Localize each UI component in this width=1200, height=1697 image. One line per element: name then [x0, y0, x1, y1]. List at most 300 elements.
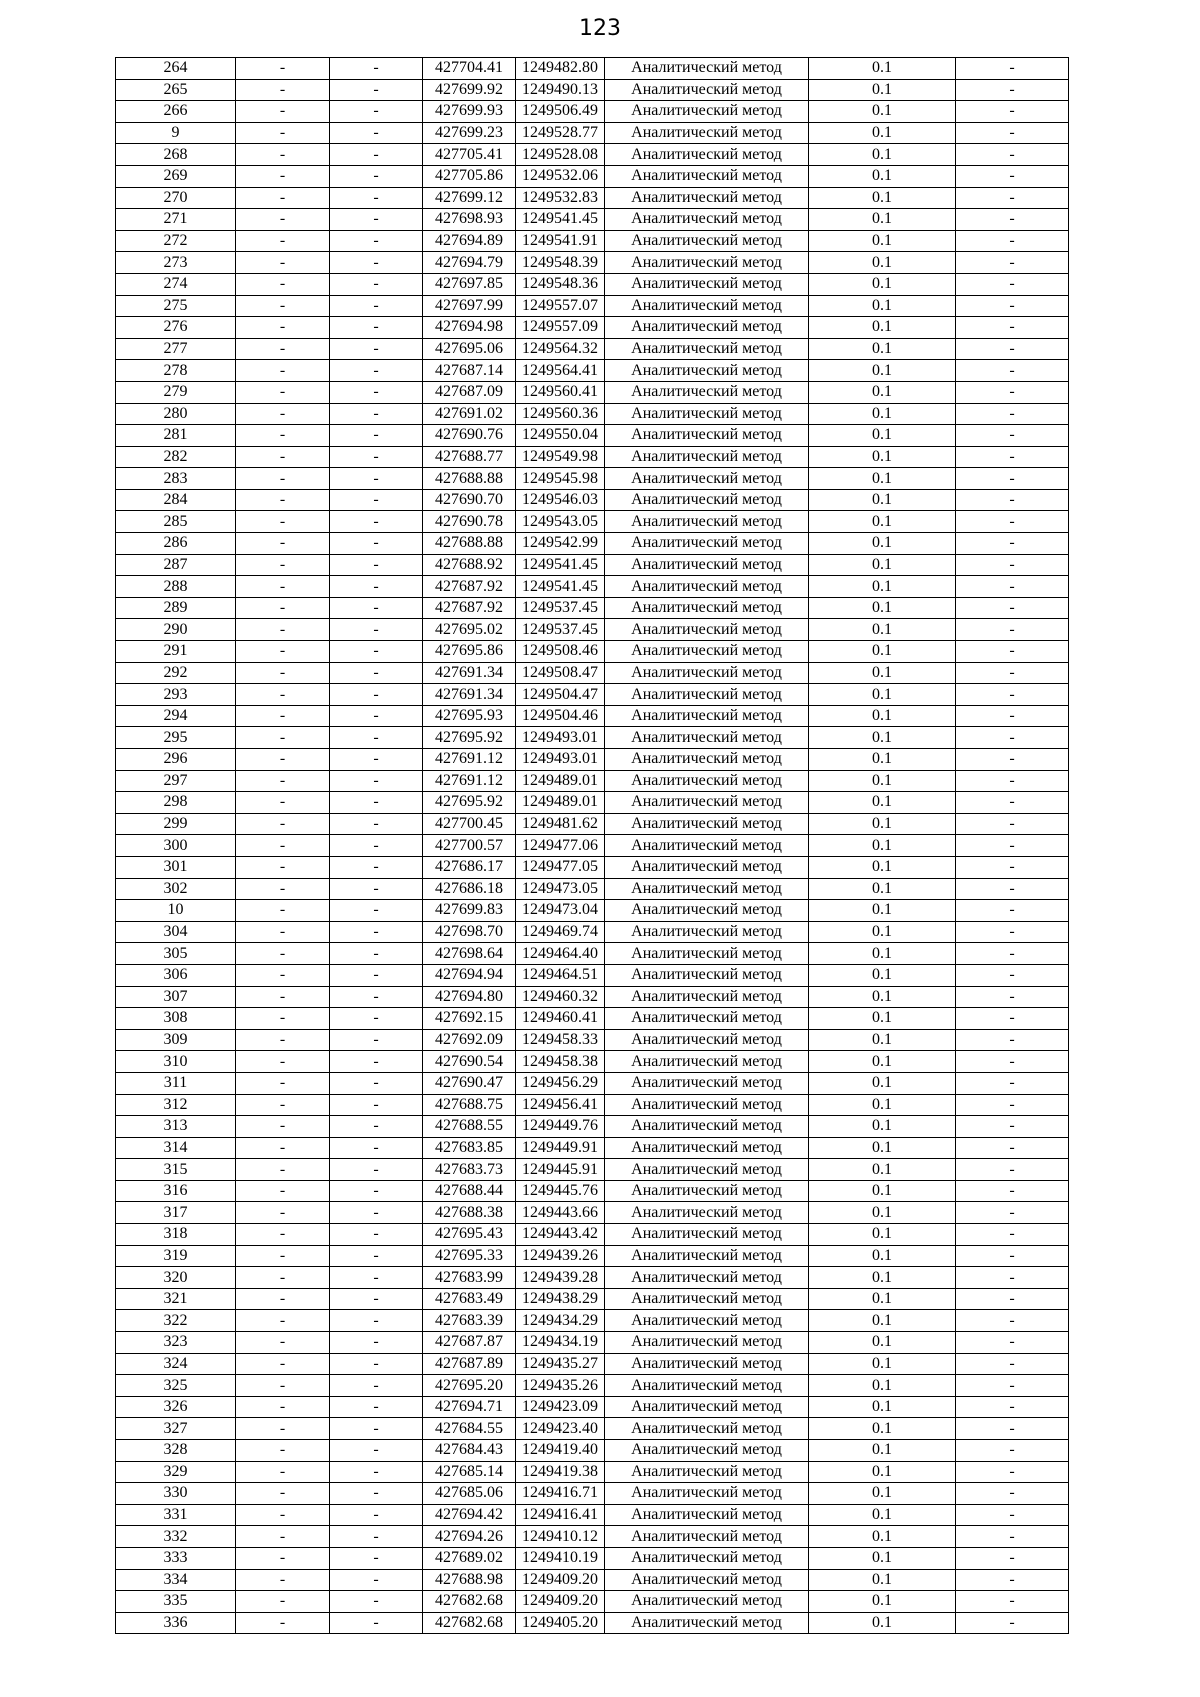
- col3-cell: -: [330, 1137, 423, 1159]
- col3-cell: -: [330, 597, 423, 619]
- table-row: [116, 1116, 1069, 1138]
- col2-cell: -: [236, 338, 330, 360]
- col8-cell: -: [956, 1008, 1069, 1030]
- method-cell: Аналитический метод: [605, 101, 809, 123]
- accuracy-cell: 0.1: [809, 381, 956, 403]
- method-cell: Аналитический метод: [605, 597, 809, 619]
- x-coordinate-cell: 427691.12: [423, 749, 516, 771]
- method-cell: Аналитический метод: [605, 1526, 809, 1548]
- col8-cell: -: [956, 1396, 1069, 1418]
- col2-cell: -: [236, 770, 330, 792]
- col8-cell: -: [956, 144, 1069, 166]
- col2-cell: -: [236, 1072, 330, 1094]
- point-number-cell: 277: [116, 338, 236, 360]
- point-number-cell: 292: [116, 662, 236, 684]
- x-coordinate-cell: 427704.41: [423, 58, 516, 80]
- method-cell: Аналитический метод: [605, 1396, 809, 1418]
- point-number-cell: 325: [116, 1375, 236, 1397]
- col2-cell: -: [236, 1396, 330, 1418]
- accuracy-cell: 0.1: [809, 1569, 956, 1591]
- col3-cell: -: [330, 900, 423, 922]
- y-coordinate-cell: 1249532.06: [516, 165, 605, 187]
- col3-cell: -: [330, 1353, 423, 1375]
- accuracy-cell: 0.1: [809, 1396, 956, 1418]
- y-coordinate-cell: 1249560.41: [516, 381, 605, 403]
- table-row: [116, 511, 1069, 533]
- accuracy-cell: 0.1: [809, 1483, 956, 1505]
- col3-cell: -: [330, 1483, 423, 1505]
- col8-cell: -: [956, 122, 1069, 144]
- y-coordinate-cell: 1249541.45: [516, 576, 605, 598]
- col8-cell: -: [956, 187, 1069, 209]
- x-coordinate-cell: 427690.47: [423, 1072, 516, 1094]
- accuracy-cell: 0.1: [809, 749, 956, 771]
- table-row: [116, 856, 1069, 878]
- y-coordinate-cell: 1249493.01: [516, 749, 605, 771]
- col2-cell: -: [236, 1547, 330, 1569]
- point-number-cell: 283: [116, 468, 236, 490]
- y-coordinate-cell: 1249449.91: [516, 1137, 605, 1159]
- x-coordinate-cell: 427705.41: [423, 144, 516, 166]
- col2-cell: -: [236, 576, 330, 598]
- col2-cell: -: [236, 1288, 330, 1310]
- col2-cell: -: [236, 252, 330, 274]
- col8-cell: -: [956, 813, 1069, 835]
- method-cell: Аналитический метод: [605, 338, 809, 360]
- col2-cell: -: [236, 209, 330, 231]
- x-coordinate-cell: 427697.85: [423, 273, 516, 295]
- col3-cell: -: [330, 964, 423, 986]
- col8-cell: -: [956, 1202, 1069, 1224]
- accuracy-cell: 0.1: [809, 727, 956, 749]
- col3-cell: -: [330, 1547, 423, 1569]
- point-number-cell: 315: [116, 1159, 236, 1181]
- method-cell: Аналитический метод: [605, 943, 809, 965]
- col3-cell: -: [330, 1375, 423, 1397]
- point-number-cell: 323: [116, 1332, 236, 1354]
- point-number-cell: 329: [116, 1461, 236, 1483]
- table-row: [116, 1180, 1069, 1202]
- accuracy-cell: 0.1: [809, 1612, 956, 1634]
- point-number-cell: 314: [116, 1137, 236, 1159]
- table-row: [116, 273, 1069, 295]
- col8-cell: -: [956, 641, 1069, 663]
- x-coordinate-cell: 427688.44: [423, 1180, 516, 1202]
- y-coordinate-cell: 1249464.40: [516, 943, 605, 965]
- col2-cell: -: [236, 1245, 330, 1267]
- col3-cell: -: [330, 1461, 423, 1483]
- accuracy-cell: 0.1: [809, 533, 956, 555]
- col2-cell: -: [236, 1332, 330, 1354]
- col2-cell: -: [236, 381, 330, 403]
- y-coordinate-cell: 1249456.29: [516, 1072, 605, 1094]
- table-row: [116, 1159, 1069, 1181]
- x-coordinate-cell: 427683.73: [423, 1159, 516, 1181]
- method-cell: Аналитический метод: [605, 1116, 809, 1138]
- method-cell: Аналитический метод: [605, 813, 809, 835]
- point-number-cell: 271: [116, 209, 236, 231]
- point-number-cell: 336: [116, 1612, 236, 1634]
- table-row: [116, 58, 1069, 80]
- table-row: [116, 533, 1069, 555]
- x-coordinate-cell: 427683.85: [423, 1137, 516, 1159]
- accuracy-cell: 0.1: [809, 1504, 956, 1526]
- y-coordinate-cell: 1249439.26: [516, 1245, 605, 1267]
- table-row: [116, 878, 1069, 900]
- col8-cell: -: [956, 79, 1069, 101]
- col2-cell: -: [236, 1224, 330, 1246]
- col2-cell: -: [236, 58, 330, 80]
- point-number-cell: 285: [116, 511, 236, 533]
- col8-cell: -: [956, 792, 1069, 814]
- method-cell: Аналитический метод: [605, 1008, 809, 1030]
- col3-cell: -: [330, 943, 423, 965]
- col3-cell: -: [330, 662, 423, 684]
- accuracy-cell: 0.1: [809, 468, 956, 490]
- accuracy-cell: 0.1: [809, 1008, 956, 1030]
- col2-cell: -: [236, 727, 330, 749]
- col2-cell: -: [236, 813, 330, 835]
- x-coordinate-cell: 427689.02: [423, 1547, 516, 1569]
- point-number-cell: 308: [116, 1008, 236, 1030]
- y-coordinate-cell: 1249405.20: [516, 1612, 605, 1634]
- col2-cell: -: [236, 317, 330, 339]
- x-coordinate-cell: 427695.02: [423, 619, 516, 641]
- col3-cell: -: [330, 79, 423, 101]
- table-row: [116, 101, 1069, 123]
- y-coordinate-cell: 1249532.83: [516, 187, 605, 209]
- accuracy-cell: 0.1: [809, 1440, 956, 1462]
- accuracy-cell: 0.1: [809, 273, 956, 295]
- col3-cell: -: [330, 1612, 423, 1634]
- method-cell: Аналитический метод: [605, 1504, 809, 1526]
- point-number-cell: 298: [116, 792, 236, 814]
- point-number-cell: 310: [116, 1051, 236, 1073]
- accuracy-cell: 0.1: [809, 856, 956, 878]
- col3-cell: -: [330, 1591, 423, 1613]
- table-row: [116, 403, 1069, 425]
- col3-cell: -: [330, 1332, 423, 1354]
- x-coordinate-cell: 427683.99: [423, 1267, 516, 1289]
- page-number: 123: [579, 16, 621, 41]
- col2-cell: -: [236, 425, 330, 447]
- point-number-cell: 312: [116, 1094, 236, 1116]
- point-number-cell: 266: [116, 101, 236, 123]
- method-cell: Аналитический метод: [605, 1332, 809, 1354]
- col8-cell: -: [956, 1547, 1069, 1569]
- col8-cell: -: [956, 554, 1069, 576]
- x-coordinate-cell: 427697.99: [423, 295, 516, 317]
- col8-cell: -: [956, 1612, 1069, 1634]
- method-cell: Аналитический метод: [605, 900, 809, 922]
- point-number-cell: 320: [116, 1267, 236, 1289]
- col2-cell: -: [236, 187, 330, 209]
- table-row: [116, 1591, 1069, 1613]
- col8-cell: -: [956, 1029, 1069, 1051]
- method-cell: Аналитический метод: [605, 79, 809, 101]
- col2-cell: -: [236, 964, 330, 986]
- method-cell: Аналитический метод: [605, 1483, 809, 1505]
- method-cell: Аналитический метод: [605, 403, 809, 425]
- point-number-cell: 264: [116, 58, 236, 80]
- table-row: [116, 749, 1069, 771]
- col3-cell: -: [330, 1310, 423, 1332]
- x-coordinate-cell: 427698.93: [423, 209, 516, 231]
- col8-cell: -: [956, 381, 1069, 403]
- accuracy-cell: 0.1: [809, 1051, 956, 1073]
- col3-cell: -: [330, 533, 423, 555]
- col8-cell: -: [956, 964, 1069, 986]
- col2-cell: -: [236, 554, 330, 576]
- method-cell: Аналитический метод: [605, 1245, 809, 1267]
- col2-cell: -: [236, 749, 330, 771]
- method-cell: Аналитический метод: [605, 533, 809, 555]
- col2-cell: -: [236, 662, 330, 684]
- x-coordinate-cell: 427694.98: [423, 317, 516, 339]
- table-row: [116, 381, 1069, 403]
- method-cell: Аналитический метод: [605, 144, 809, 166]
- col3-cell: -: [330, 813, 423, 835]
- col3-cell: -: [330, 1224, 423, 1246]
- x-coordinate-cell: 427687.09: [423, 381, 516, 403]
- col2-cell: -: [236, 1094, 330, 1116]
- table-row: [116, 1029, 1069, 1051]
- y-coordinate-cell: 1249449.76: [516, 1116, 605, 1138]
- accuracy-cell: 0.1: [809, 446, 956, 468]
- accuracy-cell: 0.1: [809, 576, 956, 598]
- col3-cell: -: [330, 1569, 423, 1591]
- col8-cell: -: [956, 1418, 1069, 1440]
- point-number-cell: 332: [116, 1526, 236, 1548]
- method-cell: Аналитический метод: [605, 1418, 809, 1440]
- point-number-cell: 289: [116, 597, 236, 619]
- col2-cell: -: [236, 1418, 330, 1440]
- col3-cell: -: [330, 684, 423, 706]
- col2-cell: -: [236, 1353, 330, 1375]
- method-cell: Аналитический метод: [605, 576, 809, 598]
- accuracy-cell: 0.1: [809, 705, 956, 727]
- x-coordinate-cell: 427695.86: [423, 641, 516, 663]
- col3-cell: -: [330, 641, 423, 663]
- y-coordinate-cell: 1249493.01: [516, 727, 605, 749]
- method-cell: Аналитический метод: [605, 122, 809, 144]
- col8-cell: -: [956, 1461, 1069, 1483]
- y-coordinate-cell: 1249439.28: [516, 1267, 605, 1289]
- accuracy-cell: 0.1: [809, 58, 956, 80]
- table-row: [116, 792, 1069, 814]
- col3-cell: -: [330, 381, 423, 403]
- table-row: [116, 1094, 1069, 1116]
- method-cell: Аналитический метод: [605, 295, 809, 317]
- col2-cell: -: [236, 1137, 330, 1159]
- point-number-cell: 275: [116, 295, 236, 317]
- y-coordinate-cell: 1249410.12: [516, 1526, 605, 1548]
- accuracy-cell: 0.1: [809, 1159, 956, 1181]
- x-coordinate-cell: 427694.89: [423, 230, 516, 252]
- col8-cell: -: [956, 1137, 1069, 1159]
- point-number-cell: 287: [116, 554, 236, 576]
- y-coordinate-cell: 1249445.91: [516, 1159, 605, 1181]
- table-row: [116, 1440, 1069, 1462]
- col8-cell: -: [956, 1440, 1069, 1462]
- col8-cell: -: [956, 1310, 1069, 1332]
- point-number-cell: 297: [116, 770, 236, 792]
- col8-cell: -: [956, 986, 1069, 1008]
- y-coordinate-cell: 1249458.38: [516, 1051, 605, 1073]
- x-coordinate-cell: 427699.92: [423, 79, 516, 101]
- point-number-cell: 333: [116, 1547, 236, 1569]
- table-row: [116, 1072, 1069, 1094]
- table-row: [116, 662, 1069, 684]
- col2-cell: -: [236, 1051, 330, 1073]
- y-coordinate-cell: 1249508.46: [516, 641, 605, 663]
- col3-cell: -: [330, 144, 423, 166]
- method-cell: Аналитический метод: [605, 209, 809, 231]
- y-coordinate-cell: 1249460.41: [516, 1008, 605, 1030]
- col2-cell: -: [236, 835, 330, 857]
- table-row: [116, 1612, 1069, 1634]
- table-row: [116, 1288, 1069, 1310]
- x-coordinate-cell: 427682.68: [423, 1591, 516, 1613]
- y-coordinate-cell: 1249409.20: [516, 1591, 605, 1613]
- x-coordinate-cell: 427687.89: [423, 1353, 516, 1375]
- col2-cell: -: [236, 144, 330, 166]
- y-coordinate-cell: 1249443.42: [516, 1224, 605, 1246]
- x-coordinate-cell: 427683.49: [423, 1288, 516, 1310]
- x-coordinate-cell: 427687.14: [423, 360, 516, 382]
- point-number-cell: 305: [116, 943, 236, 965]
- col3-cell: -: [330, 770, 423, 792]
- method-cell: Аналитический метод: [605, 964, 809, 986]
- table-row: [116, 576, 1069, 598]
- col8-cell: -: [956, 1483, 1069, 1505]
- x-coordinate-cell: 427694.42: [423, 1504, 516, 1526]
- col2-cell: -: [236, 1202, 330, 1224]
- y-coordinate-cell: 1249473.04: [516, 900, 605, 922]
- point-number-cell: 288: [116, 576, 236, 598]
- method-cell: Аналитический метод: [605, 554, 809, 576]
- accuracy-cell: 0.1: [809, 511, 956, 533]
- col3-cell: -: [330, 273, 423, 295]
- col8-cell: -: [956, 1159, 1069, 1181]
- col3-cell: -: [330, 619, 423, 641]
- col2-cell: -: [236, 295, 330, 317]
- table-row: [116, 1332, 1069, 1354]
- y-coordinate-cell: 1249434.29: [516, 1310, 605, 1332]
- col2-cell: -: [236, 943, 330, 965]
- method-cell: Аналитический метод: [605, 921, 809, 943]
- table-row: [116, 921, 1069, 943]
- accuracy-cell: 0.1: [809, 1137, 956, 1159]
- accuracy-cell: 0.1: [809, 252, 956, 274]
- point-number-cell: 304: [116, 921, 236, 943]
- y-coordinate-cell: 1249489.01: [516, 770, 605, 792]
- point-number-cell: 280: [116, 403, 236, 425]
- col2-cell: -: [236, 1310, 330, 1332]
- col8-cell: -: [956, 1591, 1069, 1613]
- accuracy-cell: 0.1: [809, 1180, 956, 1202]
- col2-cell: -: [236, 1461, 330, 1483]
- x-coordinate-cell: 427688.98: [423, 1569, 516, 1591]
- accuracy-cell: 0.1: [809, 943, 956, 965]
- method-cell: Аналитический метод: [605, 856, 809, 878]
- table-row: [116, 1137, 1069, 1159]
- accuracy-cell: 0.1: [809, 79, 956, 101]
- col8-cell: -: [956, 403, 1069, 425]
- point-number-cell: 309: [116, 1029, 236, 1051]
- x-coordinate-cell: 427687.92: [423, 597, 516, 619]
- accuracy-cell: 0.1: [809, 338, 956, 360]
- col8-cell: -: [956, 1569, 1069, 1591]
- point-number-cell: 301: [116, 856, 236, 878]
- col3-cell: -: [330, 403, 423, 425]
- accuracy-cell: 0.1: [809, 403, 956, 425]
- x-coordinate-cell: 427690.78: [423, 511, 516, 533]
- table-row: [116, 1202, 1069, 1224]
- table-row: [116, 1526, 1069, 1548]
- accuracy-cell: 0.1: [809, 209, 956, 231]
- point-number-cell: 326: [116, 1396, 236, 1418]
- col2-cell: -: [236, 403, 330, 425]
- x-coordinate-cell: 427695.92: [423, 727, 516, 749]
- accuracy-cell: 0.1: [809, 619, 956, 641]
- y-coordinate-cell: 1249423.40: [516, 1418, 605, 1440]
- col3-cell: -: [330, 230, 423, 252]
- y-coordinate-cell: 1249557.09: [516, 317, 605, 339]
- y-coordinate-cell: 1249528.77: [516, 122, 605, 144]
- accuracy-cell: 0.1: [809, 1332, 956, 1354]
- table-row: [116, 964, 1069, 986]
- col3-cell: -: [330, 1159, 423, 1181]
- col3-cell: -: [330, 986, 423, 1008]
- method-cell: Аналитический метод: [605, 273, 809, 295]
- table-row: [116, 684, 1069, 706]
- accuracy-cell: 0.1: [809, 101, 956, 123]
- y-coordinate-cell: 1249416.41: [516, 1504, 605, 1526]
- point-number-cell: 265: [116, 79, 236, 101]
- table-row: [116, 1375, 1069, 1397]
- table-row: [116, 144, 1069, 166]
- col8-cell: -: [956, 835, 1069, 857]
- y-coordinate-cell: 1249528.08: [516, 144, 605, 166]
- table-row: [116, 1569, 1069, 1591]
- col2-cell: -: [236, 986, 330, 1008]
- point-number-cell: 295: [116, 727, 236, 749]
- table-row: [116, 317, 1069, 339]
- y-coordinate-cell: 1249549.98: [516, 446, 605, 468]
- accuracy-cell: 0.1: [809, 1202, 956, 1224]
- method-cell: Аналитический метод: [605, 1159, 809, 1181]
- point-number-cell: 302: [116, 878, 236, 900]
- x-coordinate-cell: 427688.88: [423, 533, 516, 555]
- accuracy-cell: 0.1: [809, 1267, 956, 1289]
- accuracy-cell: 0.1: [809, 1591, 956, 1613]
- y-coordinate-cell: 1249435.26: [516, 1375, 605, 1397]
- col8-cell: -: [956, 770, 1069, 792]
- col3-cell: -: [330, 1504, 423, 1526]
- point-number-cell: 331: [116, 1504, 236, 1526]
- col8-cell: -: [956, 1288, 1069, 1310]
- col3-cell: -: [330, 338, 423, 360]
- x-coordinate-cell: 427694.94: [423, 964, 516, 986]
- col3-cell: -: [330, 1288, 423, 1310]
- y-coordinate-cell: 1249560.36: [516, 403, 605, 425]
- accuracy-cell: 0.1: [809, 122, 956, 144]
- accuracy-cell: 0.1: [809, 662, 956, 684]
- x-coordinate-cell: 427694.71: [423, 1396, 516, 1418]
- x-coordinate-cell: 427688.55: [423, 1116, 516, 1138]
- col3-cell: -: [330, 489, 423, 511]
